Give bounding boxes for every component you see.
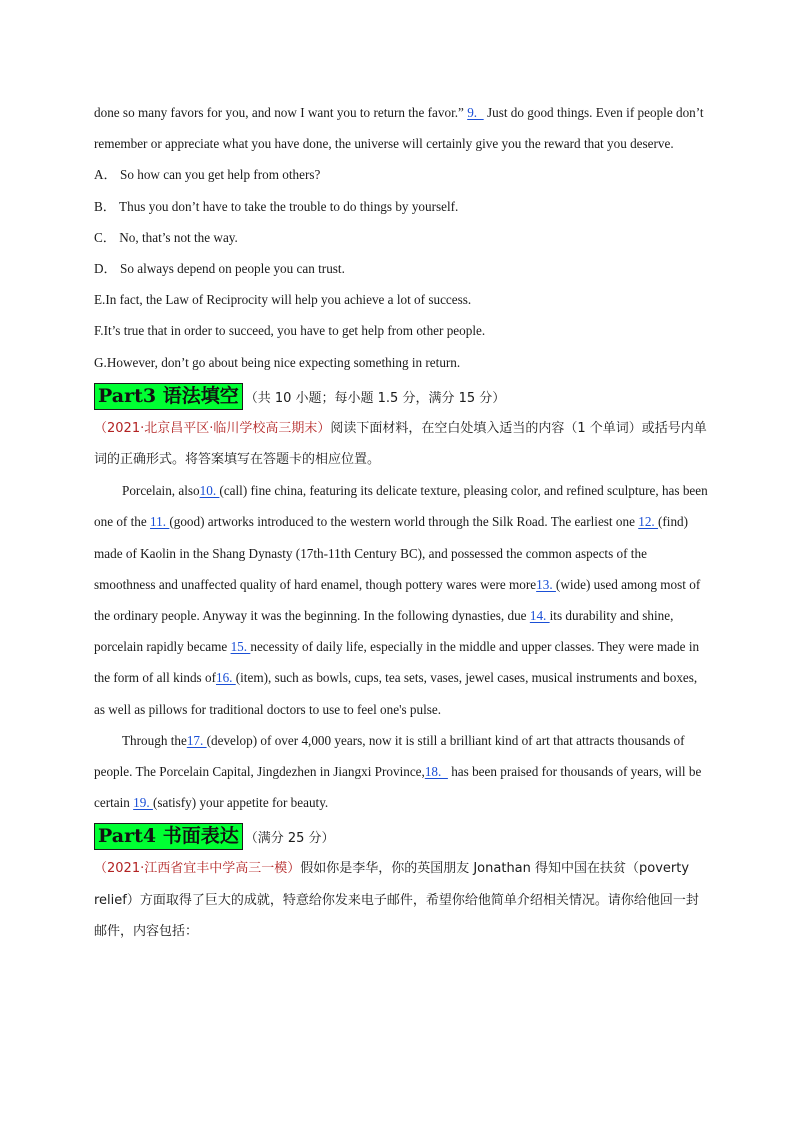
option-letter: B． (94, 198, 116, 214)
blank-19: 19. (133, 795, 153, 811)
passage-paragraph-2 (94, 725, 710, 819)
text-run: its durability and shine, porcelain rapidly became (94, 608, 674, 655)
blank-14: 14. (529, 608, 550, 624)
option-letter: C． (94, 229, 116, 245)
text-run: (develop) of over 4,000 years, now it is still a brilliant kind of art that attracts thousands of people. The Porcelain Capital, Jingdezhen in Jiangxi Province, (94, 732, 685, 780)
page-content (94, 97, 710, 947)
option-g (94, 347, 710, 378)
option-letter: G. (94, 354, 107, 370)
option-letter: E. (94, 292, 106, 308)
option-text: However, don’t go about being nice expecting something in return. (106, 354, 461, 370)
part3-score-note: （共 10 小题；每小题 1.5 分，满分 15 分） (244, 390, 506, 406)
text-run: Porcelain, also (122, 483, 200, 499)
option-letter: A． (94, 167, 117, 183)
option-c (94, 222, 710, 253)
blank-13: 13. (536, 576, 556, 592)
blank-17: 17. (186, 732, 207, 748)
option-text: So how can you get help from others? (120, 167, 321, 183)
blank-11: 11. (150, 514, 170, 530)
blank-12: 12. (638, 514, 659, 530)
option-a (94, 159, 710, 190)
instruction-text: 阅读下面材料，在空白处填入适当的内容（1 个单词）或括号内单词的正确形式。将答案填写在答题卡的相应位置。 (94, 420, 707, 468)
option-letter: F. (94, 323, 104, 339)
blank-15: 15. (230, 639, 251, 655)
passage-paragraph-1 (94, 475, 710, 725)
part4-instruction (94, 853, 710, 947)
option-text: No, that’s not the way. (119, 229, 238, 245)
blank-10: 10. (199, 483, 220, 499)
option-letter: D． (94, 261, 117, 277)
option-text: In fact, the Law of Reciprocity will help you achieve a lot of success. (105, 292, 472, 308)
part4-source: （2021·江西省宜丰中学高三一模） (94, 861, 301, 877)
text-run: (item), such as bowls, cups, tea sets, vases, jewel cases, musical instruments and boxes, as well as pillows for traditional doctors to use to feel one's pulse. (94, 670, 698, 717)
blank-16: 16. (215, 670, 236, 686)
text-run: (satisfy) your appetite for beauty. (152, 795, 329, 811)
option-f (94, 315, 710, 346)
text-run: (find) made of Kaolin in the Shang Dynasty (17th-11th Century BC), and possessed the common aspects of the smoothness and unaffected quality of hard enamel, though pottery wares were more (94, 514, 689, 592)
text-run: (good) artworks introduced to the western world through the Silk Road. The earliest one (169, 514, 639, 530)
option-d (94, 253, 710, 284)
part3-title: Part3 语法填空 (94, 383, 243, 410)
text-run: Through the (122, 732, 187, 748)
intro-paragraph (94, 97, 710, 159)
text-run: Just do good things. Even if people don’t remember or appreciate what you have done, the universe will certainly give you the reward that you deserve. (94, 105, 704, 152)
part4-score-note: （满分 25 分） (244, 831, 335, 847)
option-text: So always depend on people you can trust. (120, 261, 345, 277)
text-run: necessity of daily life, especially in the middle and upper classes. They were made in the form of all kinds of (94, 639, 700, 686)
part4-header (94, 820, 710, 853)
text-run: has been praised for thousands of years, will be certain (94, 764, 702, 811)
part3-source: （2021·北京昌平区·临川学校高三期末） (94, 420, 331, 436)
part3-header (94, 380, 710, 413)
option-b (94, 191, 710, 222)
option-e (94, 284, 710, 315)
option-text: Thus you don’t have to take the trouble to do things by yourself. (119, 198, 459, 214)
text-run: (call) fine china, featuring its delicate texture, pleasing color, and refined sculpture, has been one of the (94, 483, 708, 530)
part3-instruction (94, 413, 710, 475)
blank-18: 18. (424, 764, 448, 780)
blank-9: 9. (467, 105, 484, 120)
part4-title: Part4 书面表达 (94, 823, 243, 850)
option-text: It’s true that in order to succeed, you have to get help from other people. (103, 323, 486, 339)
text-run: (wide) used among most of the ordinary people. Anyway it was the beginning. In the following dynasties, due (94, 576, 701, 624)
instruction-text: 假如你是李华，你的英国朋友 Jonathan 得知中国在扶贫（poverty relief）方面取得了巨大的成就，特意给你发来电子邮件，希望你给他简单介绍相关情况。请你给他回一封邮件，内容包括： (94, 861, 699, 939)
text-run: done so many favors for you, and now I want you to return the favor.” (94, 105, 468, 120)
